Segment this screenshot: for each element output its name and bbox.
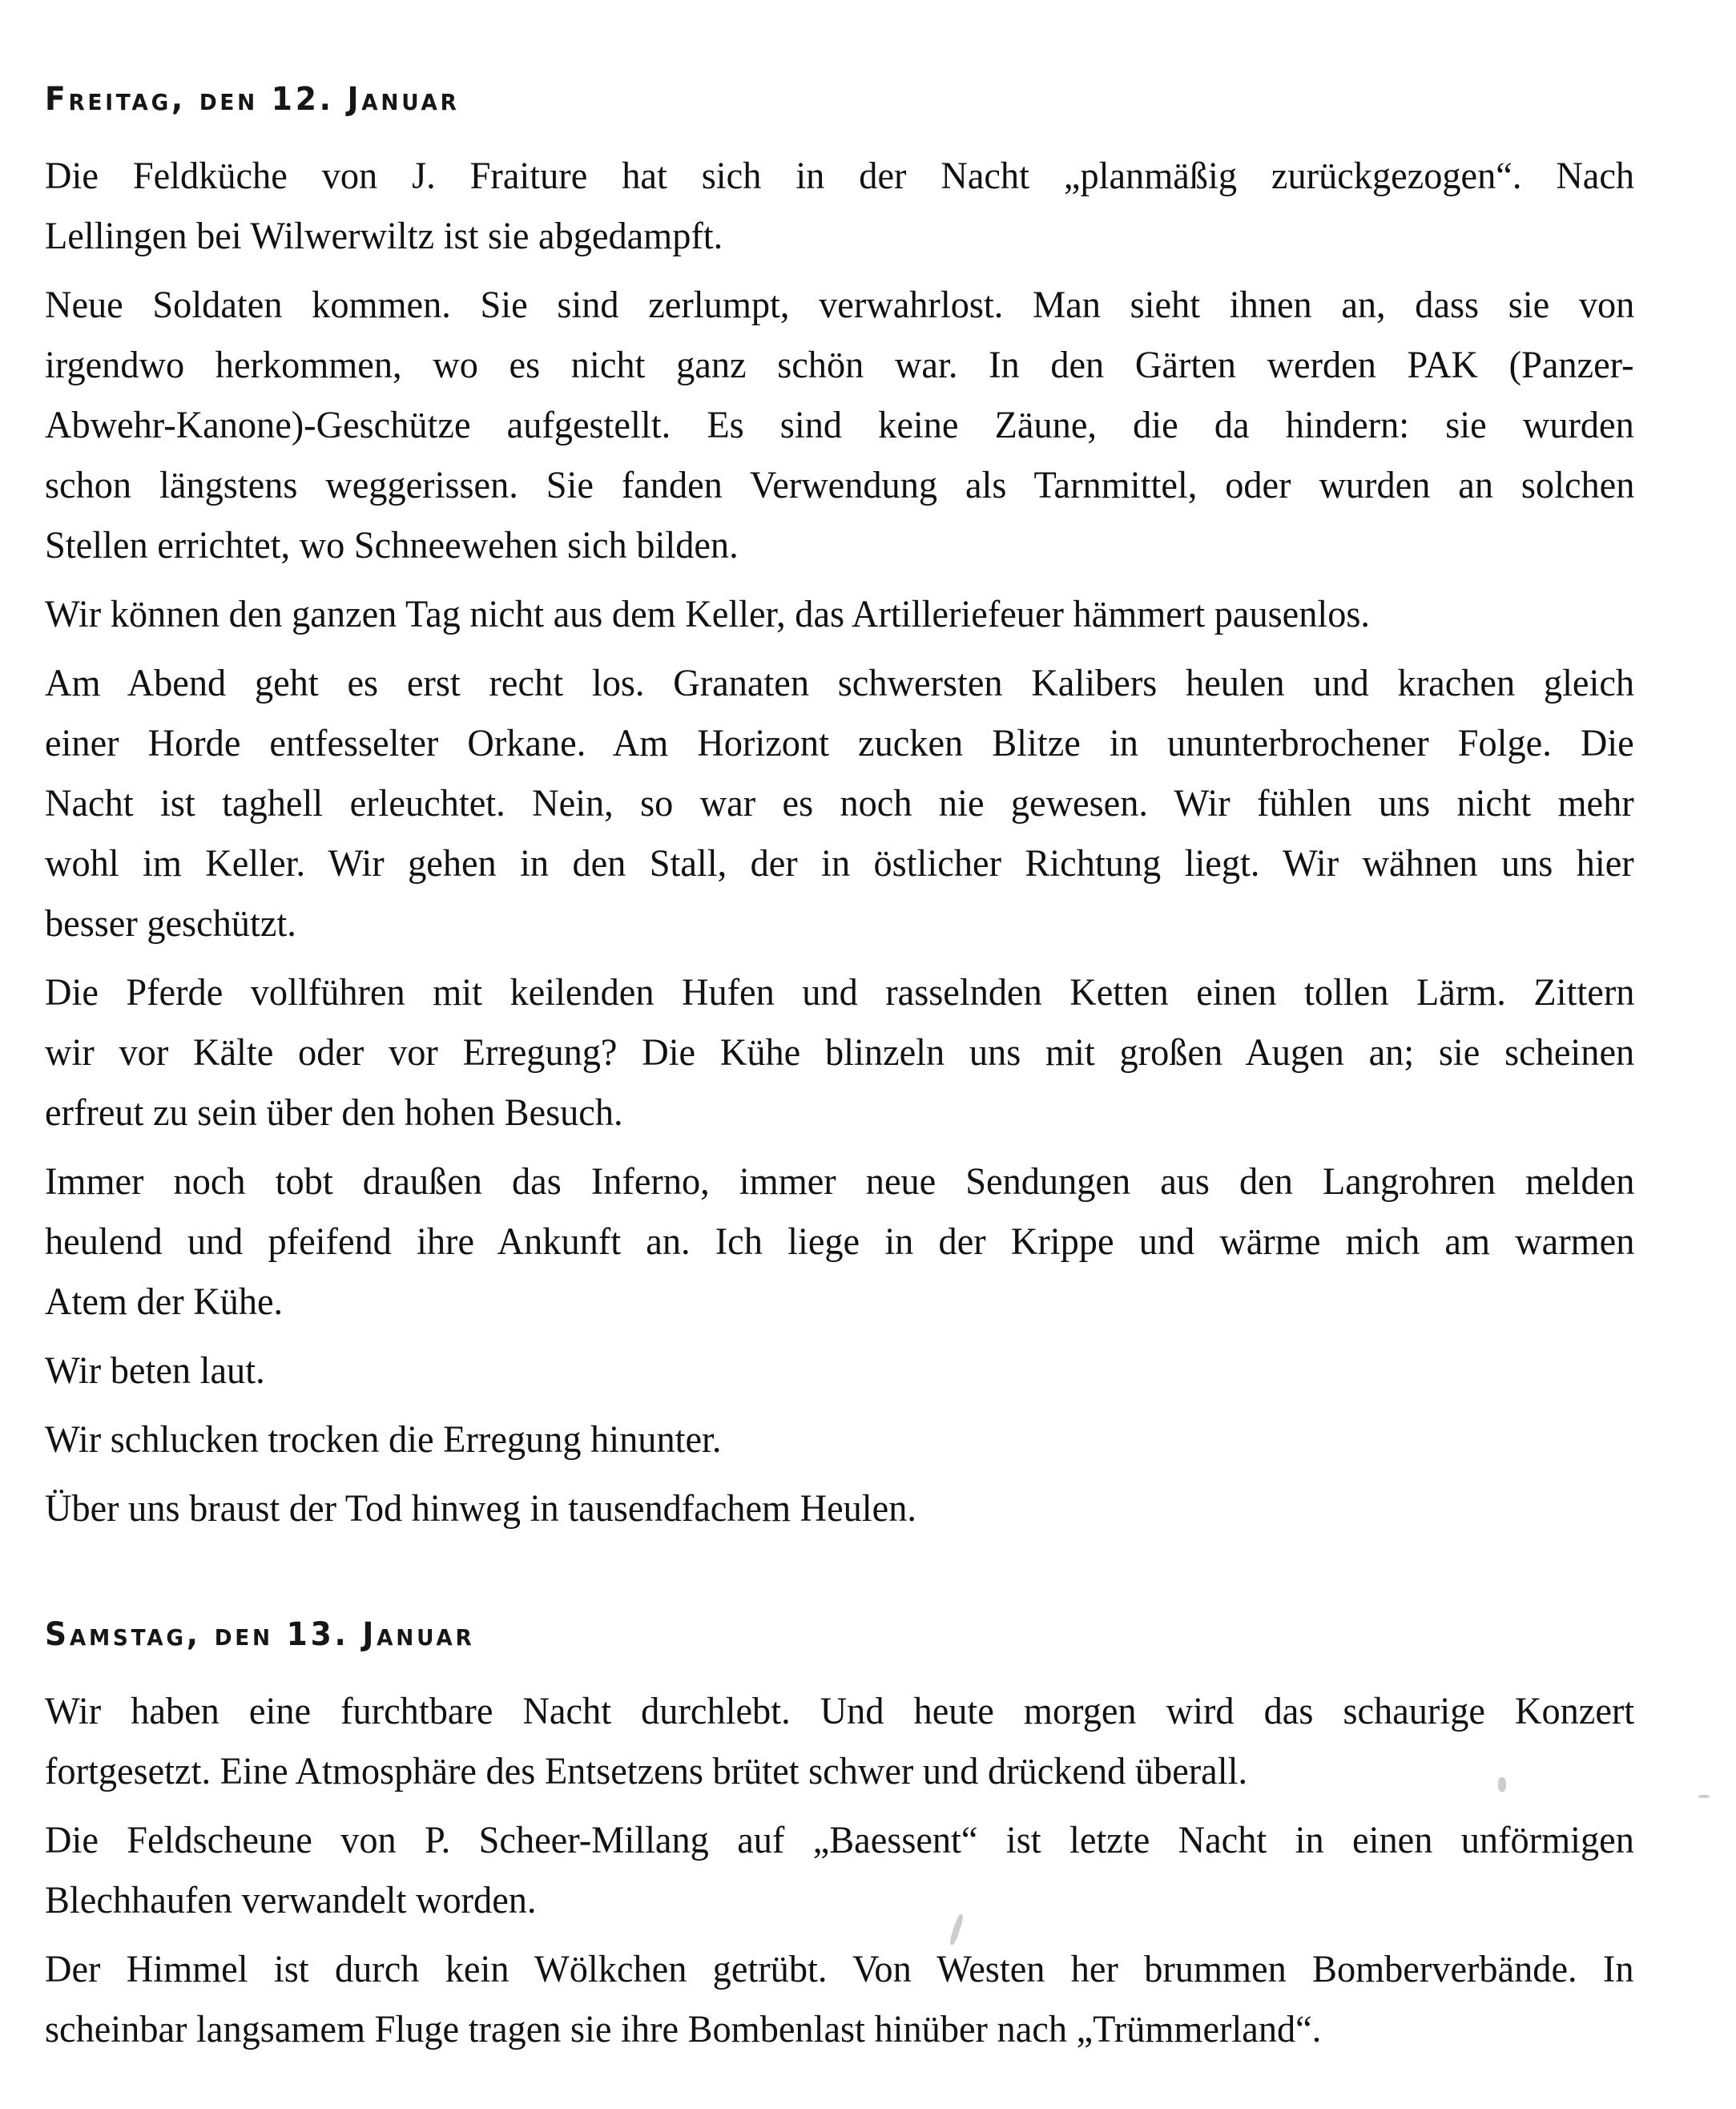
diary-entries	[45, 77, 1634, 2059]
text-line: irgendwo herkommen, wo es nicht ganz schön war. In den Gärten werden PAK (Panzer-	[45, 344, 1634, 386]
text-line: Wir beten laut.	[45, 1349, 265, 1392]
text-line: fortgesetzt. Eine Atmosphäre des Entsetzens brütet schwer und drückend überall.	[45, 1750, 1248, 1792]
text-line: schon längstens weggerissen. Sie fanden Verwendung als Tarnmittel, oder wurden an solchen	[45, 464, 1635, 506]
text-line: erfreut zu sein über den hohen Besuch.	[45, 1091, 623, 1134]
body-paragraph	[45, 1939, 1634, 2059]
body-paragraph	[45, 584, 1634, 644]
text-line: Lellingen bei Wilwerwiltz ist sie abgedampft.	[45, 215, 723, 257]
body-paragraph	[45, 1810, 1634, 1930]
text-line: Immer noch tobt draußen das Inferno, immer neue Sendungen aus den Langrohren melden	[45, 1160, 1635, 1203]
text-line: Die Pferde vollführen mit keilenden Hufen und rasselnden Ketten einen tollen Lärm. Zittern	[45, 971, 1635, 1014]
text-line: Blechhaufen verwandelt worden.	[45, 1879, 537, 1921]
text-line: Die Feldküche von J. Fraiture hat sich in der Nacht „planmäßig zurückgezogen“. Nach	[45, 155, 1635, 197]
entry-date-heading: Freitag, den 12. Januar	[45, 81, 460, 118]
text-line: Neue Soldaten kommen. Sie sind zerlumpt, verwahrlost. Man sieht ihnen an, dass sie von	[45, 284, 1635, 326]
text-line: Wir schlucken trocken die Erregung hinunter.	[45, 1418, 722, 1461]
text-line: Nacht ist taghell erleuchtet. Nein, so war es noch nie gewesen. Wir fühlen uns nicht mehr	[45, 782, 1634, 825]
body-paragraph	[45, 1478, 1634, 1538]
body-paragraph	[45, 1151, 1634, 1332]
text-line: einer Horde entfesselter Orkane. Am Horizont zucken Blitze in ununterbrochener Folge. Die	[45, 722, 1634, 764]
scan-speck	[1498, 1777, 1506, 1792]
text-line: scheinbar langsamem Fluge tragen sie ihre Bombenlast hinüber nach „Trümmerland“.	[45, 2008, 1322, 2051]
text-line: Über uns braust der Tod hinweg in tausendfachem Heulen.	[45, 1487, 916, 1530]
body-paragraph	[45, 1341, 1634, 1401]
text-line: besser geschützt.	[45, 902, 296, 945]
diary-entry	[45, 1612, 1634, 2059]
document-page	[45, 77, 1634, 2068]
text-line: Wir haben eine furchtbare Nacht durchlebt. Und heute morgen wird das schaurige Konzert	[45, 1690, 1635, 1732]
entry-date-heading: Samstag, den 13. Januar	[45, 1616, 475, 1653]
text-line: Die Feldscheune von P. Scheer-Millang auf „Baessent“ ist letzte Nacht in einen unförmigen	[45, 1819, 1634, 1861]
body-paragraph	[45, 275, 1634, 575]
text-line: Am Abend geht es erst recht los. Granaten schwersten Kalibers heulen und krachen gleich	[45, 662, 1635, 704]
text-line: Wir können den ganzen Tag nicht aus dem Keller, das Artilleriefeuer hämmert pausenlos.	[45, 593, 1370, 635]
text-line: Atem der Kühe.	[45, 1280, 284, 1323]
diary-entry	[45, 77, 1634, 1538]
body-paragraph	[45, 1409, 1634, 1470]
body-paragraph	[45, 1681, 1634, 1801]
scan-speck	[1698, 1795, 1710, 1798]
body-paragraph	[45, 653, 1634, 954]
text-line: Abwehr-Kanone)-Geschütze aufgestellt. Es sind keine Zäune, die da hindern: sie wurden	[45, 404, 1634, 446]
text-line: Der Himmel ist durch kein Wölkchen getrübt. Von Westen her brummen Bomberverbände. In	[45, 1948, 1634, 1990]
body-paragraph	[45, 962, 1634, 1143]
text-line: Stellen errichtet, wo Schneewehen sich bilden.	[45, 524, 739, 567]
text-line: wir vor Kälte oder vor Erregung? Die Kühe blinzeln uns mit großen Augen an; sie scheinen	[45, 1031, 1635, 1074]
text-line: heulend und pfeifend ihre Ankunft an. Ich liege in der Krippe und wärme mich am warmen	[45, 1220, 1635, 1263]
body-paragraph	[45, 146, 1634, 266]
text-line: wohl im Keller. Wir gehen in den Stall, der in östlicher Richtung liegt. Wir wähnen uns hier	[45, 842, 1634, 885]
